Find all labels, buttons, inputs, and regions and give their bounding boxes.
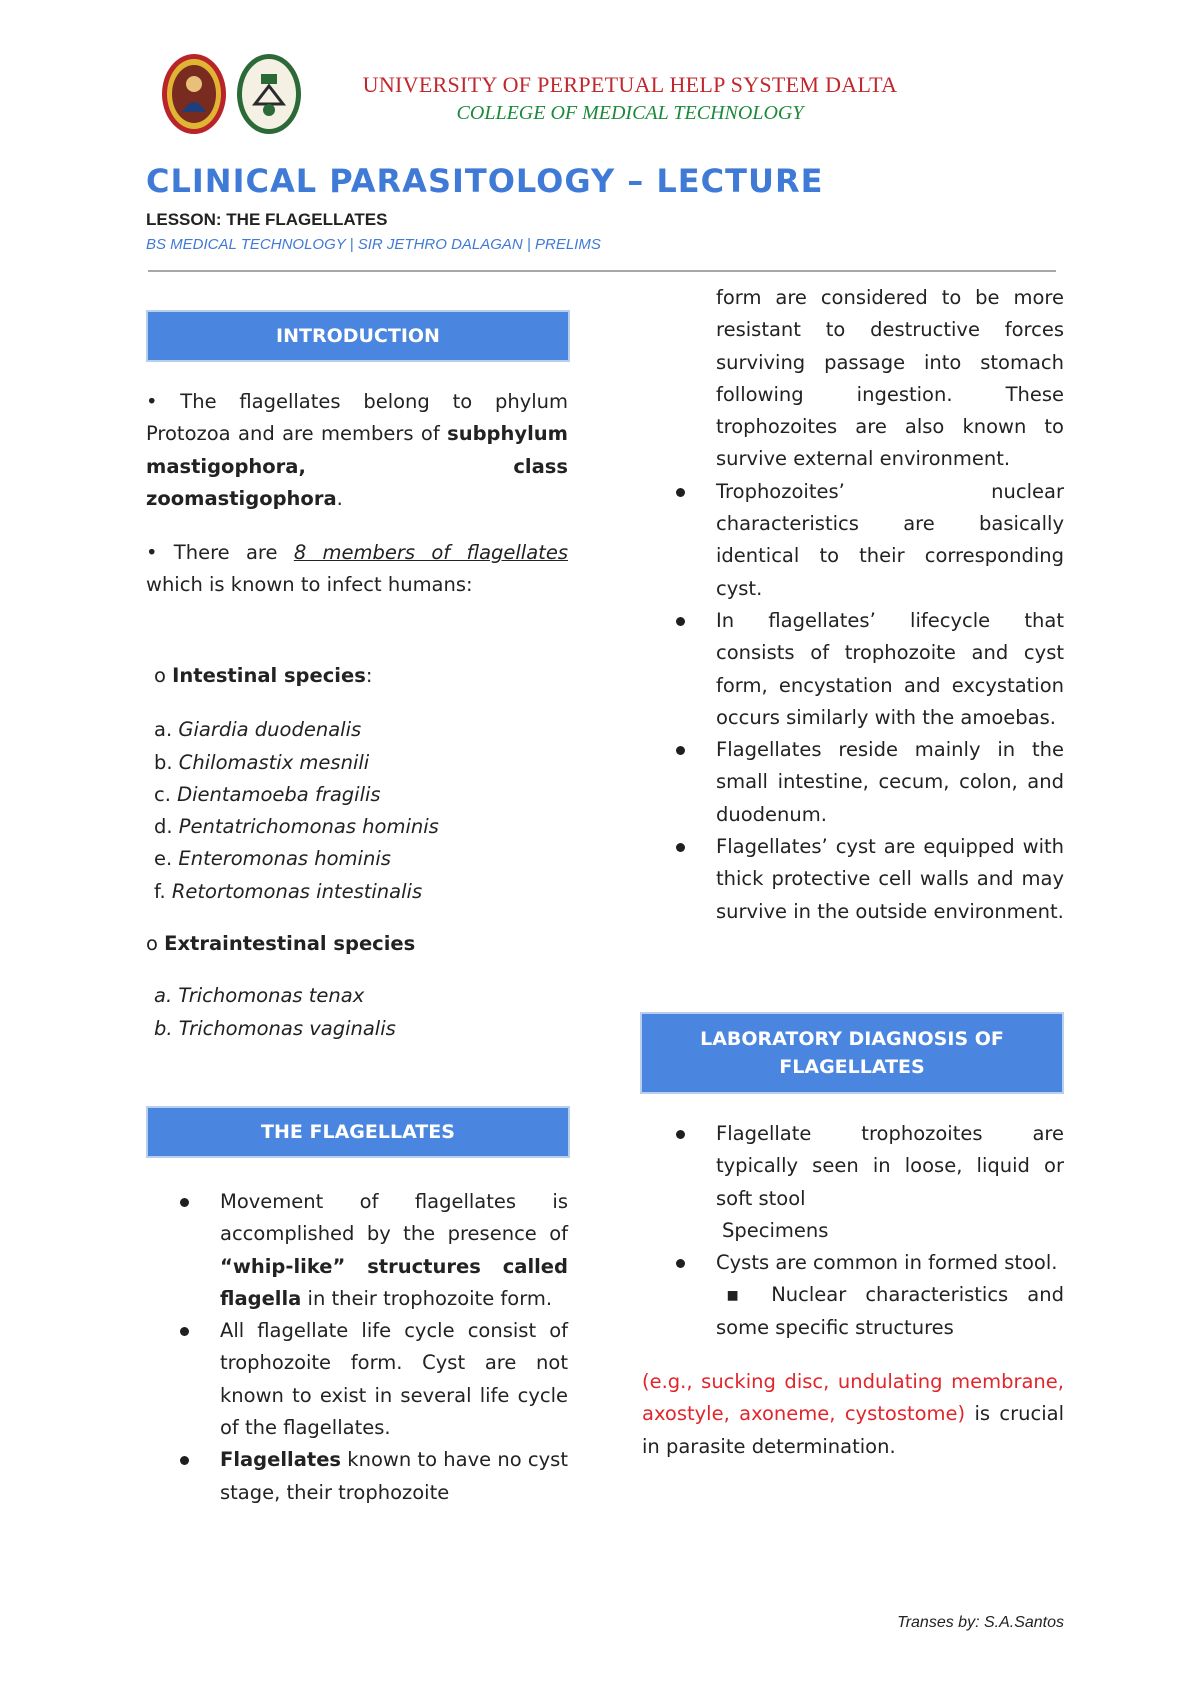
the-flagellates-heading-text: THE FLAGELLATES [261,1121,455,1143]
course-info: BS MEDICAL TECHNOLOGY | SIR JETHRO DALAGAN | PRELIMS [146,236,601,253]
bullet-dot-icon [180,1327,189,1336]
intro-bold-text: subphylum mastigophora, class zoomastigophora [146,422,568,510]
introduction-heading [146,310,570,362]
introduction-body [146,386,568,602]
intro-paragraph-1 [146,386,568,515]
list-item: f. Retortomonas intestinalis [154,879,423,903]
list-item: a. Giardia duodenalis [154,718,362,742]
introduction-heading-text: INTRODUCTION [276,325,440,347]
list-item: Flagellates’ cyst are equipped with thick protective cell walls and may survive in the outside environment. [676,831,1064,928]
lab-sub-item: ▪ Nuclear characteristics and some specific structures [716,1283,1064,1339]
intro-text: which is known to infect humans: [146,573,473,597]
university-name: UNIVERSITY OF PERPETUAL HELP SYSTEM DALTA [362,72,898,97]
intro-text: The flagellates belong to phylum Protozoa and are members of [146,390,568,446]
flagellates-bullets-right [716,282,1064,928]
the-flagellates-heading [146,1106,570,1158]
list-item: Flagellates reside mainly in the small intestine, cecum, colon, and duodenum. [676,734,1064,831]
intestinal-species-label: o Intestinal species: [154,664,373,687]
bullet-dot-icon [180,1198,189,1207]
list-item: Flagellates known to have no cyst stage, their trophozoite [180,1444,568,1509]
list-item: d. Pentatrichomonas hominis [154,815,439,839]
university-seal-logo [160,52,228,136]
lab-note [642,1366,1064,1463]
bullet-dot-icon [676,617,685,626]
bullet-dot-icon [676,843,685,852]
flagellates-bullets-left [180,1186,568,1509]
bullet-dot-icon [180,1456,189,1465]
page-title: CLINICAL PARASITOLOGY – LECTURE [146,162,824,200]
bullet-dot-icon [676,746,685,755]
extraintestinal-species-list [146,980,568,1045]
list-item: Flagellate trophozoites are typically seen in loose, liquid or soft stool Specimens [676,1118,1064,1247]
intro-text-end: . [336,486,343,510]
list-item: e. Enteromonas hominis [154,847,391,871]
bullet-dot-icon [676,1259,685,1268]
lab-note-text: is crucial in parasite determination. [642,1402,1065,1458]
list-item: Trophozoites’ nuclear characteristics are basically identical to their corresponding cyst. [676,476,1064,605]
intestinal-species-section [146,660,568,1045]
lesson-title: LESSON: THE FLAGELLATES [146,210,388,229]
list-item: Cysts are common in formed stool. [676,1247,1064,1279]
list-item: b. Trichomonas vaginalis [154,1016,396,1040]
laboratory-diagnosis-body [642,1118,1065,1463]
list-item: All flagellate life cycle consist of trophozoite form. Cyst are not known to exist in several life cycle of the flagellates. [180,1315,568,1444]
laboratory-diagnosis-heading-text: LABORATORY DIAGNOSIS OF FLAGELLATES [700,1028,1004,1078]
college-name: COLLEGE OF MEDICAL TECHNOLOGY [456,102,804,124]
header-divider [148,270,1056,272]
extraintestinal-species-label: o Extraintestinal species [146,932,416,956]
bullet-marker: • [146,390,181,413]
bullet-dot-icon [676,488,685,497]
laboratory-diagnosis-heading [640,1012,1064,1094]
intro-paragraph-2 [146,537,568,602]
list-item: In flagellates’ lifecycle that consists of trophozoite and cyst form, encystation and excystation occurs similarly with the amoebas. [676,605,1064,734]
list-item: c. Dientamoeba fragilis [154,782,381,806]
intro-text: • There are [146,541,294,565]
transes-credit: Transes by: S.A.Santos [897,1614,1064,1631]
list-item-continued: form are considered to be more resistant to destructive forces surviving passage into stomach following ingestion. These trophozoites are also known to survive external environment. [716,286,1064,471]
intestinal-species-list [146,714,568,908]
bullet-dot-icon [676,1130,685,1139]
list-item: b. Chilomastix mesnili [154,750,370,774]
highlighted-examples: (e.g., sucking disc, undulating membrane, axostyle, axoneme, cystostome) [642,1370,1064,1426]
list-item: a. Trichomonas tenax [154,984,365,1008]
list-item: Movement of flagellates is accomplished by the presence of “whip-like” structures called flagella in their trophozoite form. [180,1186,568,1315]
intro-underlined-text: 8 members of flagellates [293,541,568,565]
college-seal-logo [235,52,303,136]
